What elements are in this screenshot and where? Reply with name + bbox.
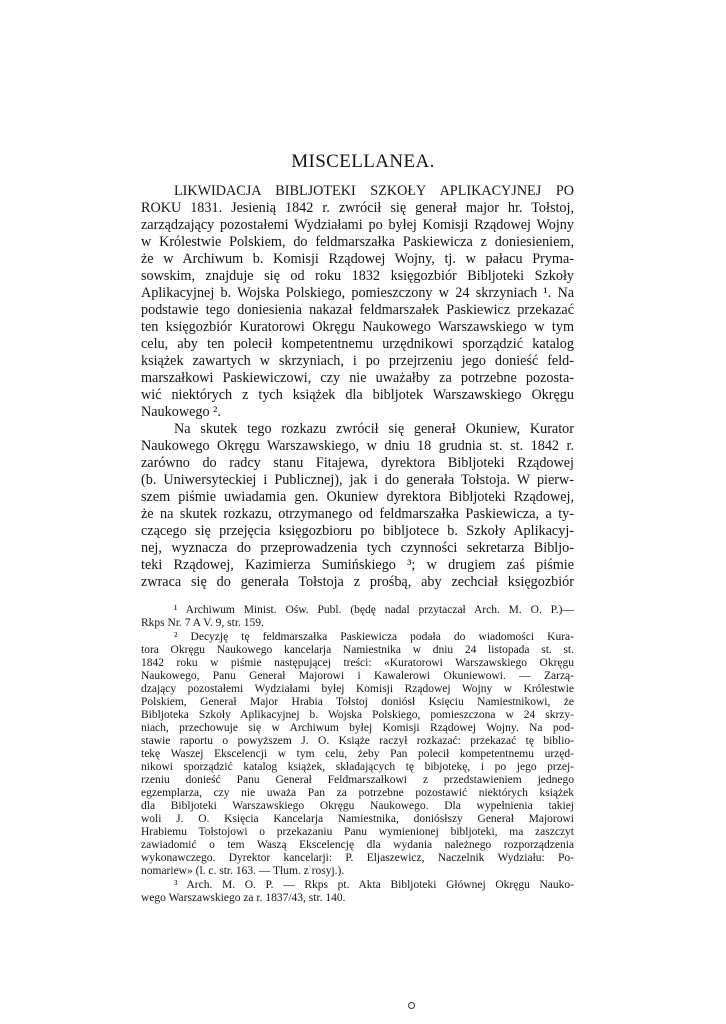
body-line: że w Archiwum b. Komisji Rządowej Wojny, tj. w pałacu Pryma-	[141, 251, 574, 267]
footnote-line: Naukowego, Panu Generał Majorowi i Kawalerowi Okuniewowi. — Zarzą-	[141, 670, 574, 682]
footnote-line: dla Bibljoteki Warszawskiego Okręgu Naukowego. Dla wypełnienia takiej	[141, 800, 574, 812]
body-line: celu, aby ten polecił kompetentnemu urzędnikowi sporządzić katalog	[141, 336, 574, 352]
body-line: ROKU 1831. Jesienią 1842 r. zwrócił się generał major hr. Tołstoj,	[141, 200, 574, 216]
body-line: nej, wyznacza do przeprowadzenia tych czynności sekretarza Bibljo-	[141, 540, 574, 556]
body-line: szem piśmie uwiadamia gen. Okuniew dyrektora Bibljoteki Rządowej,	[141, 489, 574, 505]
footnote-line: Rkps Nr. 7 A V. 9, str. 159.	[141, 617, 264, 629]
footnote-line: nikowi sporządzić katalog książek, składających tę bibjotekę, i po jego przej-	[141, 761, 574, 773]
footnote-line: Polskiem, Generał Major Hrabia Tołstoj doniósł Księciu Namiestnikowi, że	[141, 696, 574, 708]
body-line: wić niektórych z tych książek dla bibljotek Warszawskiego Okręgu	[141, 387, 574, 403]
body-line: (b. Uniwersyteckiej i Publicznej), jak i do generała Tołstoja. W pierw-	[141, 472, 574, 488]
body-line: ten księgozbiór Kuratorowi Okręgu Naukowego Warszawskiego w tym	[141, 319, 574, 335]
footnote-line: ¹ Archiwum Minist. Ośw. Publ. (będę nadal przytaczał Arch. M. O. P.)—	[174, 604, 574, 616]
footnote-line: 1842 roku w piśmie następującej treści: «Kuratorowi Warszawskiego Okręgu	[141, 657, 574, 669]
footnote-line: ³ Arch. M. O. P. — Rkps pt. Akta Bibljoteki Głównej Okręgu Nauko-	[174, 879, 574, 891]
footnote-line: tekę Waszej Ekscelencji w tym celu, żeby Pan polecił kompetentnemu urzęd-	[141, 748, 574, 760]
body-line: teki Rządowej, Kazimierza Sumińskiego ³; w drugiem zaś piśmie	[141, 557, 574, 573]
body-line: książek zawartych w skrzyniach, i po przejrzeniu jego donieść feld-	[141, 353, 574, 369]
body-line: sowskim, znajduje się od roku 1832 księgozbiór Bibljoteki Szkoły	[141, 268, 574, 284]
body-line: Naukowego Okręgu Warszawskiego, w dniu 18 grudnia st. st. 1842 r.	[141, 438, 574, 454]
body-line: zarówno do radcy stanu Fitajewa, dyrektora Bibljoteki Rządowej	[141, 455, 574, 471]
body-line: czącego się przejęcia księgozbioru po bibljotece b. Szkoły Aplikacyj-	[141, 523, 574, 539]
footnote-line: dzający pozostałemi Wydziałami byłej Komisji Rządowej Wojny w Królestwie	[141, 683, 574, 695]
page-title: MISCELLANEA.	[291, 151, 435, 172]
footnote-line: ² Decyzję tę feldmarszałka Paskiewicza podała do wiadomości Kura-	[174, 631, 574, 643]
body-line: marszałkowi Paskiewiczowi, czy nie uważałby za potrzebne pozosta-	[141, 370, 574, 386]
footnote-line: wego Warszawskiego za r. 1837/43, str. 140.	[141, 892, 346, 904]
footnote-line: Hrabiemu Tołstojowi o przekazaniu Panu wymienionej bibljoteki, ma zaszczyt	[141, 826, 574, 838]
footnote-line: rzeniu donieść Panu Generał Feldmarszałkowi z przedstawieniem jednego	[141, 774, 574, 786]
footnote-line: nomariew» (l. c. str. 163. — Tłum. z rosyj.).	[141, 865, 345, 877]
body-line: LIKWIDACJA BIBLJOTEKI SZKOŁY APLIKACYJNEJ PO	[174, 183, 574, 199]
body-line: zarządzający pozostałemi Wydziałami po byłej Komisji Rządowej Wojny	[141, 217, 574, 233]
footnote-line: Bibljoteka Szkoły Aplikacyjnej b. Wojska Polskiego, pomieszczona w 24 skrzy-	[141, 709, 574, 721]
footnote-line: woli J. O. Księcia Kancelarja Namiestnika, doniósłszy Generał Majorowi	[141, 813, 574, 825]
footnote-line: niach, przechowuje się w Archiwum byłej Komisji Rządowej Wojny. Na pod-	[141, 722, 574, 734]
print-mark-icon	[408, 1002, 415, 1009]
body-line: zwraca się do generała Tołstoja z prośbą, aby zechciał księgozbiór	[141, 574, 574, 590]
body-line: Aplikacyjnej b. Wojska Polskiego, pomieszczony w 24 skrzyniach ¹. Na	[141, 285, 574, 301]
footnote-line: egzemplarza, czy nie uważa Pan za potrzebne pozostawić niektórych książek	[141, 787, 574, 799]
body-line: w Królestwie Polskiem, do feldmarszałka Paskiewicza z doniesieniem,	[141, 234, 574, 250]
footnote-line: wykonawczego. Dyrektor kancelarji: P. Eljaszewicz, Naczelnik Wydziału: Po-	[141, 852, 574, 864]
body-line: Naukowego ².	[141, 404, 221, 420]
body-line: że na skutek rozkazu, otrzymanego od feldmarszałka Paskiewicza, a ty-	[141, 506, 574, 522]
footnote-line: zawiadomić o tem Waszą Ekscelencję dla wydania należnego rozporządzenia	[141, 839, 574, 851]
body-line: podstawie tego doniesienia nakazał feldmarszałek Paskiewicz przekazać	[141, 302, 574, 318]
footnote-line: stawie raportu o powyższem J. O. Książe raczył rozkazać: przekazać tę biblio-	[141, 735, 574, 747]
footnote-line: tora Okręgu Naukowego kancelarja Namiestnika w dniu 24 listopada st. st.	[141, 644, 574, 656]
body-line: Na skutek tego rozkazu zwrócił się generał Okuniew, Kurator	[174, 421, 574, 437]
